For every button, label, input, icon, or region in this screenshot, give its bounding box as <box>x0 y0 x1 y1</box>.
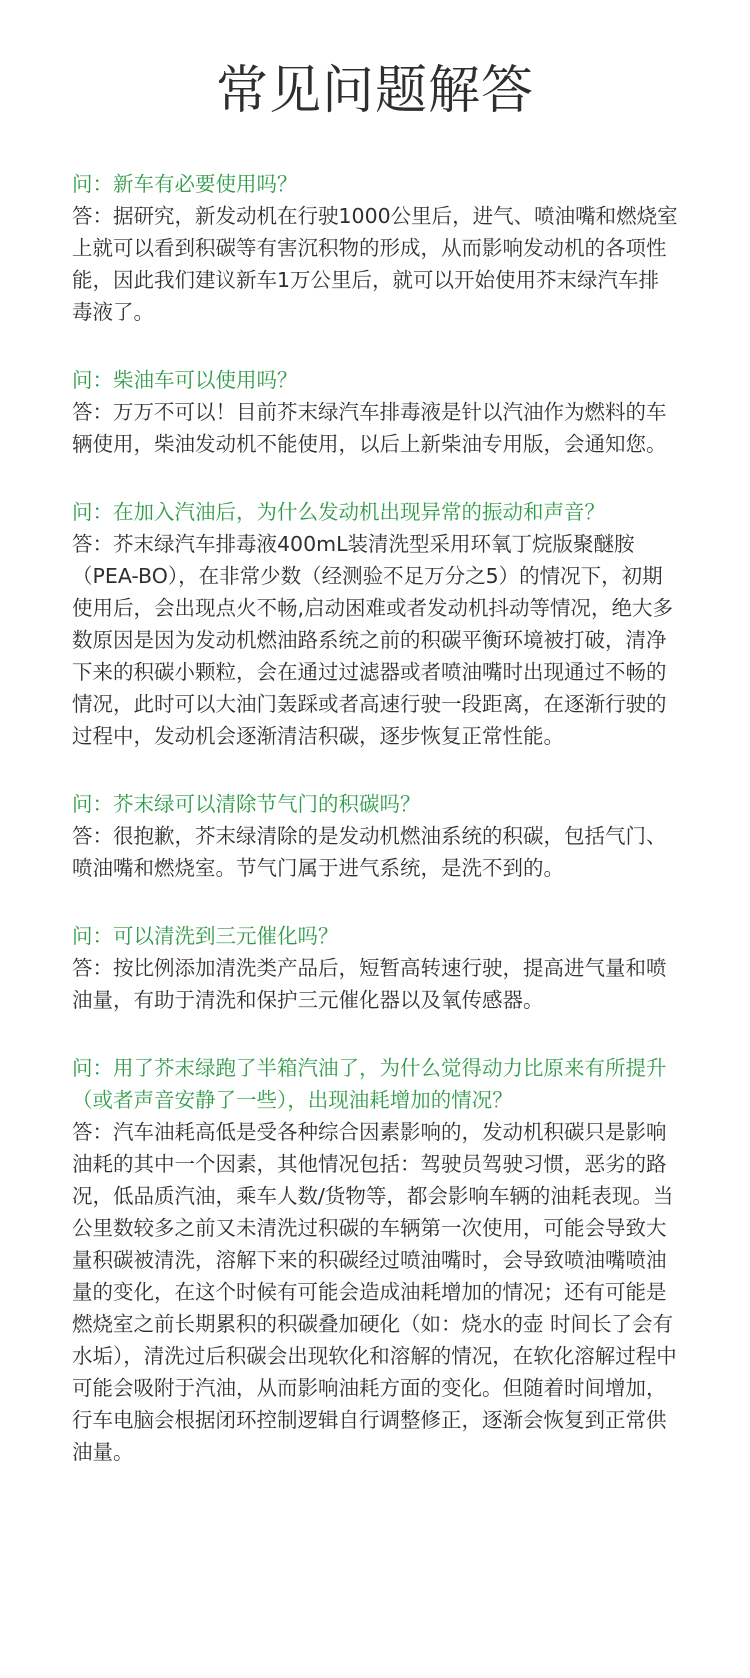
faq-item <box>72 364 678 460</box>
faq-item <box>72 496 678 752</box>
faq-question: 问：新车有必要使用吗？ <box>72 172 298 196</box>
faq-answer: 答：芥末绿汽车排毒液400mL装清洗型采用环氧丁烷版聚醚胺（PEA-BO），在非常少数（经测验不足万分之5）的情况下，初期使用后，会出现点火不畅,启动困难或者发动机抖动等情况，绝大多数原因是因为发动机燃油路系统之前的积碳平衡环境被打破，清净下来的积碳小颗粒，会在通过过滤器或者喷油嘴时出现通过不畅的情况，此时可以大油门轰踩或者高速行驶一段距离，在逐渐行驶的过程中，发动机会逐渐清洁积碳，逐步恢复正常性能。 <box>72 532 674 748</box>
faq-question: 问：可以清洗到三元催化吗？ <box>72 924 339 948</box>
faq-item <box>72 1052 678 1468</box>
faq-list <box>72 168 678 1468</box>
faq-answer: 答：按比例添加清洗类产品后，短暂高转速行驶，提高进气量和喷油量，有助于清洗和保护三元催化器以及氧传感器。 <box>72 956 667 1012</box>
faq-item <box>72 920 678 1016</box>
faq-question: 问：用了芥末绿跑了半箱汽油了，为什么觉得动力比原来有所提升（或者声音安静了一些），出现油耗增加的情况？ <box>72 1056 667 1112</box>
page-title: 常见问题解答 <box>215 61 534 121</box>
faq-answer: 答：万万不可以！目前芥末绿汽车排毒液是针以汽油作为燃料的车辆使用，柴油发动机不能使用，以后上新柴油专用版，会通知您。 <box>72 400 667 456</box>
faq-question: 问：柴油车可以使用吗？ <box>72 368 298 392</box>
faq-item <box>72 788 678 884</box>
faq-item <box>72 168 678 328</box>
faq-question: 问：在加入汽油后，为什么发动机出现异常的振动和声音？ <box>72 500 605 524</box>
faq-answer: 答：据研究，新发动机在行驶1000公里后，进气、喷油嘴和燃烧室上就可以看到积碳等有害沉积物的形成，从而影响发动机的各项性能，因此我们建议新车1万公里后，就可以开始使用芥末绿汽车排毒液了。 <box>72 204 678 324</box>
faq-question: 问：芥末绿可以清除节气门的积碳吗？ <box>72 792 421 816</box>
faq-answer: 答：汽车油耗高低是受各种综合因素影响的，发动机积碳只是影响油耗的其中一个因素，其他情况包括：驾驶员驾驶习惯，恶劣的路况，低品质汽油，乘车人数/货物等，都会影响车辆的油耗表现。当公里数较多之前又未清洗过积碳的车辆第一次使用，可能会导致大量积碳被清洗，溶解下来的积碳经过喷油嘴时，会导致喷油嘴喷油量的变化，在这个时候有可能会造成油耗增加的情况；还有可能是燃烧室之前长期累积的积碳叠加硬化（如：烧水的壶 时间长了会有水垢），清洗过后积碳会出现软化和溶解的情况，在软化溶解过程中可能会吸附于汽油，从而影响油耗方面的变化。但随着时间增加，行车电脑会根据闭环控制逻辑自行调整修正，逐渐会恢复到正常供油量。 <box>72 1120 677 1464</box>
faq-answer: 答：很抱歉，芥末绿清除的是发动机燃油系统的积碳，包括气门、喷油嘴和燃烧室。节气门属于进气系统，是洗不到的。 <box>72 824 667 880</box>
